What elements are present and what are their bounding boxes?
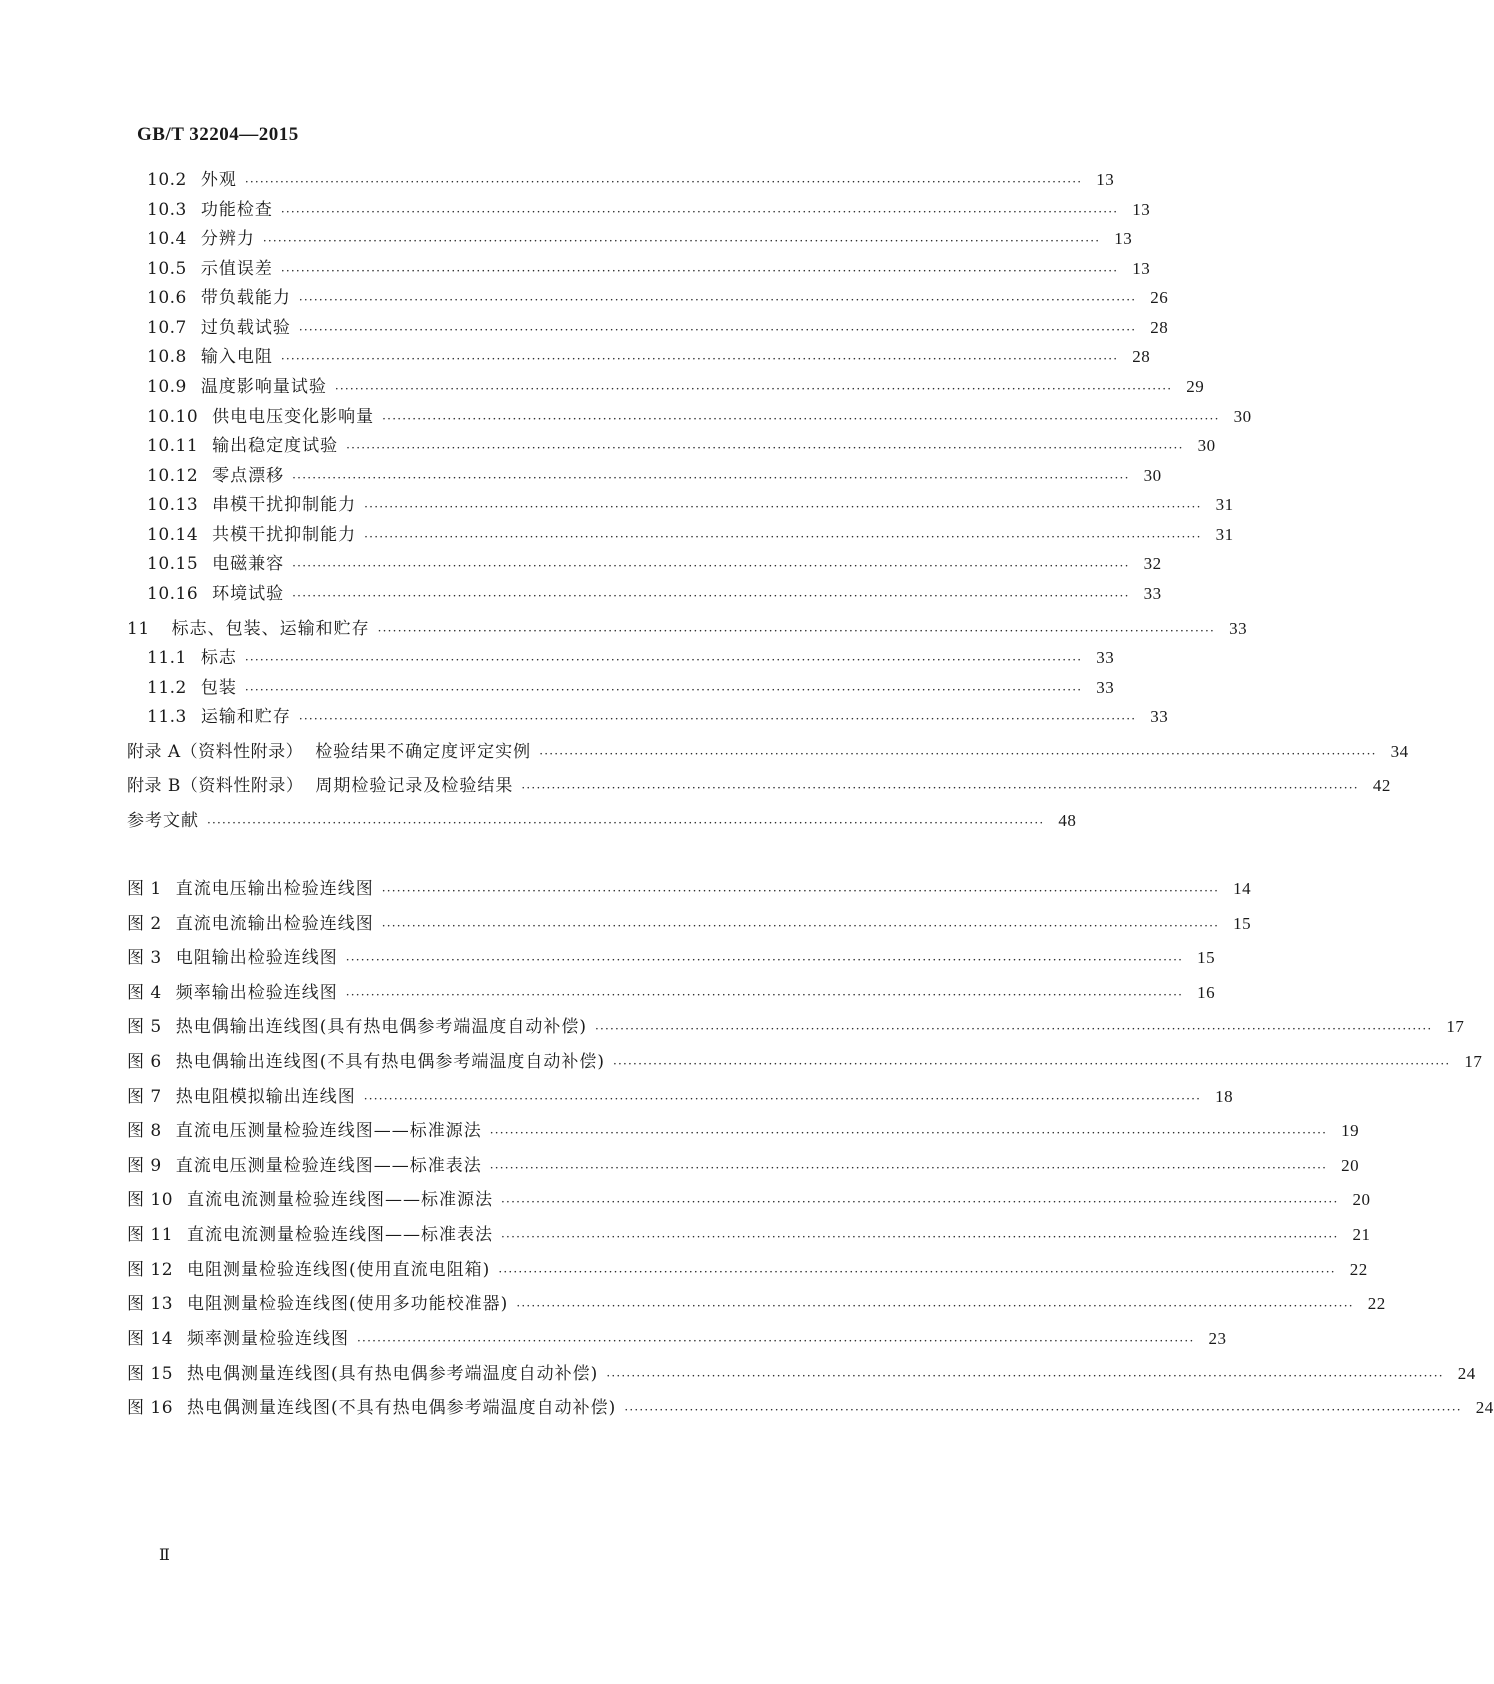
toc-entry-page: 33 bbox=[1150, 707, 1169, 726]
figure-entry-page: 20 bbox=[1341, 1156, 1360, 1175]
toc-leader-dots: ······································································································································································· bbox=[606, 1369, 1444, 1383]
figure-entry[interactable] bbox=[0, 911, 1252, 937]
figure-entry-page: 16 bbox=[1197, 983, 1216, 1002]
toc-entry-number: 10.16 bbox=[147, 584, 199, 604]
toc-entry[interactable] bbox=[0, 704, 1191, 730]
toc-entry-number: 10.4 bbox=[147, 229, 187, 249]
toc-leader-dots: ······································································································································································· bbox=[613, 1057, 1451, 1071]
toc-leader-dots: ······································································································································································· bbox=[364, 530, 1202, 544]
toc-leader-dots: ······································································································································································· bbox=[280, 352, 1119, 366]
toc-leader-dots: ······································································································································································· bbox=[489, 1126, 1328, 1140]
figure-entry-title: 频率输出检验连线图 bbox=[175, 983, 338, 1003]
figure-entry[interactable] bbox=[0, 980, 1216, 1006]
toc-entry-title: 环境试验 bbox=[212, 584, 285, 604]
toc-leader-dots: ······································································································································································· bbox=[292, 471, 1130, 485]
toc-entry-title: 标志 bbox=[200, 648, 237, 668]
toc-leader-dots: ······································································································································································· bbox=[364, 500, 1202, 514]
toc-entry-number: 10.9 bbox=[147, 377, 187, 397]
toc-entry[interactable] bbox=[0, 581, 1191, 607]
figure-entry-page: 19 bbox=[1341, 1121, 1360, 1140]
toc-entry-page: 28 bbox=[1132, 347, 1151, 366]
toc-leader-dots: ······································································································································································· bbox=[382, 412, 1220, 426]
figure-entry-number: 图 1 bbox=[127, 879, 162, 899]
figure-entry[interactable] bbox=[0, 876, 1252, 902]
toc-entry-number: 10.8 bbox=[147, 347, 187, 367]
toc-entry-number: 10.6 bbox=[147, 288, 187, 308]
figure-entry-title: 直流电流测量检验连线图——标准表法 bbox=[187, 1225, 494, 1245]
figure-entry-title: 直流电压测量检验连线图——标准表法 bbox=[175, 1156, 482, 1176]
toc-entry-number: 11.1 bbox=[147, 648, 187, 668]
figure-entry-page: 20 bbox=[1352, 1190, 1371, 1209]
toc-entry[interactable] bbox=[0, 433, 1216, 459]
figure-entry-number: 图 3 bbox=[127, 948, 162, 968]
toc-leader-dots: ······································································································································································· bbox=[244, 175, 1083, 189]
figure-entry-number: 图 6 bbox=[127, 1052, 162, 1072]
figure-entry-page: 22 bbox=[1367, 1294, 1386, 1313]
toc-entry-title: 周期检验记录及检验结果 bbox=[315, 776, 514, 796]
figure-entry-page: 21 bbox=[1352, 1225, 1371, 1244]
toc-entry-title: 示值误差 bbox=[200, 259, 273, 279]
toc-leader-dots: ······································································································································································· bbox=[298, 323, 1137, 337]
toc-entry-number: 10.10 bbox=[147, 407, 199, 427]
toc-leader-dots: ······································································································································································· bbox=[377, 624, 1216, 638]
toc-entry-title: 输出稳定度试验 bbox=[212, 436, 339, 456]
toc-entry-page: 13 bbox=[1132, 200, 1151, 219]
toc-leader-dots: ······································································································································································· bbox=[262, 234, 1101, 248]
toc-entry[interactable] bbox=[0, 773, 1391, 799]
toc-entry-page: 13 bbox=[1132, 259, 1151, 278]
toc-entry-title: 包装 bbox=[200, 678, 237, 698]
figure-entry[interactable] bbox=[0, 1361, 1476, 1387]
toc-entry[interactable] bbox=[0, 645, 1191, 671]
toc-entry[interactable] bbox=[0, 167, 1191, 193]
toc-entry[interactable] bbox=[0, 463, 1191, 489]
toc-entry-number: 10.14 bbox=[147, 525, 199, 545]
toc-leader-dots: ······································································································································································· bbox=[298, 712, 1137, 726]
toc-entry-title: 检验结果不确定度评定实例 bbox=[315, 742, 532, 762]
figure-entry-number: 图 8 bbox=[127, 1121, 162, 1141]
toc-entry-title: 温度影响量试验 bbox=[200, 377, 327, 397]
toc-entry-page: 33 bbox=[1143, 584, 1162, 603]
toc-entry-page: 42 bbox=[1372, 776, 1391, 795]
figure-entry-title: 热电偶测量连线图(具有热电偶参考端温度自动补偿) bbox=[187, 1364, 599, 1384]
figure-entry-title: 直流电压输出检验连线图 bbox=[175, 879, 374, 899]
toc-entry-page: 13 bbox=[1096, 170, 1115, 189]
toc-leader-dots: ······································································································································································· bbox=[501, 1195, 1339, 1209]
figure-entry-page: 17 bbox=[1446, 1017, 1465, 1036]
figure-entry-page: 24 bbox=[1475, 1398, 1494, 1417]
toc-entry-title: 外观 bbox=[200, 170, 237, 190]
figure-entry[interactable] bbox=[0, 1257, 1368, 1283]
toc-entry-title: 分辨力 bbox=[200, 229, 255, 249]
document-code: GB/T 32204—2015 bbox=[137, 124, 299, 145]
toc-entry-title: 供电电压变化影响量 bbox=[212, 407, 375, 427]
figure-entry-title: 频率测量检验连线图 bbox=[187, 1329, 350, 1349]
figure-entry[interactable] bbox=[0, 1084, 1234, 1110]
figure-entry-page: 22 bbox=[1349, 1260, 1368, 1279]
figure-entry-number: 图 14 bbox=[127, 1329, 174, 1349]
figure-entry[interactable] bbox=[0, 1118, 1360, 1144]
figure-entry-number: 图 7 bbox=[127, 1087, 162, 1107]
toc-entry-number: 附录 B（资料性附录） bbox=[127, 776, 304, 796]
toc-entry-page: 30 bbox=[1143, 466, 1162, 485]
page-number: Ⅱ bbox=[159, 1547, 170, 1564]
toc-leader-dots: ······································································································································································· bbox=[498, 1265, 1336, 1279]
toc-leader-dots: ······································································································································································· bbox=[334, 382, 1173, 396]
toc-entry[interactable] bbox=[0, 675, 1191, 701]
toc-entry-title: 参考文献 bbox=[127, 811, 199, 831]
figure-entry[interactable] bbox=[0, 945, 1216, 971]
figure-entry-title: 电阻测量检验连线图(使用直流电阻箱) bbox=[187, 1260, 491, 1280]
figure-entry[interactable] bbox=[0, 1222, 1371, 1248]
figure-entry-number: 图 9 bbox=[127, 1156, 162, 1176]
toc-leader-dots: ······································································································································································· bbox=[207, 816, 1045, 830]
toc-leader-dots: ······································································································································································· bbox=[357, 1334, 1195, 1348]
toc-entry[interactable] bbox=[0, 197, 1191, 223]
figure-entry-title: 热电偶输出连线图(具有热电偶参考端温度自动补偿) bbox=[175, 1017, 587, 1037]
figure-entry[interactable] bbox=[0, 1014, 1465, 1040]
toc-entry[interactable] bbox=[0, 226, 1191, 252]
toc-entry-number: 10.12 bbox=[147, 466, 199, 486]
toc-entry-number: 11.2 bbox=[147, 678, 187, 698]
toc-entry-number: 10.11 bbox=[147, 436, 199, 456]
figure-entry[interactable] bbox=[0, 1326, 1227, 1352]
toc-entry-number: 附录 A（资料性附录） bbox=[127, 742, 304, 762]
figure-entry-title: 热电阻模拟输出连线图 bbox=[175, 1087, 356, 1107]
toc-entry-title: 串模干扰抑制能力 bbox=[212, 495, 357, 515]
toc-leader-dots: ······································································································································································· bbox=[244, 683, 1083, 697]
figure-entry-number: 图 15 bbox=[127, 1364, 174, 1384]
figure-entry-page: 14 bbox=[1233, 879, 1252, 898]
figure-entry-title: 直流电流测量检验连线图——标准源法 bbox=[187, 1190, 494, 1210]
toc-leader-dots: ······································································································································································· bbox=[381, 919, 1220, 933]
toc-leader-dots: ······································································································································································· bbox=[363, 1092, 1202, 1106]
figure-entry[interactable] bbox=[0, 1049, 1483, 1075]
toc-entry-number: 11 bbox=[127, 619, 150, 639]
toc-entry[interactable] bbox=[0, 315, 1191, 341]
toc-entry[interactable] bbox=[0, 522, 1234, 548]
toc-entry-number: 11.3 bbox=[147, 707, 187, 727]
toc-entry-title: 功能检查 bbox=[200, 200, 273, 220]
toc-entry-number: 10.15 bbox=[147, 554, 199, 574]
toc-entry-title: 运输和贮存 bbox=[200, 707, 291, 727]
toc-leader-dots: ······································································································································································· bbox=[298, 293, 1137, 307]
figure-entry-title: 热电偶测量连线图(不具有热电偶参考端温度自动补偿) bbox=[187, 1398, 617, 1418]
figure-entry-number: 图 2 bbox=[127, 914, 162, 934]
figure-entry[interactable] bbox=[0, 1187, 1371, 1213]
figure-entry-title: 直流电压测量检验连线图——标准源法 bbox=[175, 1121, 482, 1141]
toc-entry-number: 10.7 bbox=[147, 318, 187, 338]
toc-entry-number: 10.2 bbox=[147, 170, 187, 190]
toc-entry[interactable] bbox=[0, 616, 1248, 642]
figure-entry-page: 15 bbox=[1197, 948, 1216, 967]
figure-entry-page: 23 bbox=[1208, 1329, 1227, 1348]
toc-entry-number: 10.5 bbox=[147, 259, 187, 279]
toc-entry-page: 30 bbox=[1197, 436, 1216, 455]
toc-leader-dots: ······································································································································································· bbox=[345, 953, 1184, 967]
figure-entry-page: 18 bbox=[1215, 1087, 1234, 1106]
figure-entry-number: 图 10 bbox=[127, 1190, 174, 1210]
toc-entry-title: 过负载试验 bbox=[200, 318, 291, 338]
toc-entry-page: 33 bbox=[1229, 619, 1248, 638]
figure-entry[interactable] bbox=[0, 1395, 1494, 1421]
figure-entry-title: 直流电流输出检验连线图 bbox=[175, 914, 374, 934]
toc-leader-dots: ······································································································································································· bbox=[489, 1161, 1328, 1175]
toc-entry[interactable] bbox=[0, 256, 1191, 282]
toc-entry-title: 带负载能力 bbox=[200, 288, 291, 308]
toc-leader-dots: ······································································································································································· bbox=[345, 988, 1184, 1002]
figure-entry-title: 热电偶输出连线图(不具有热电偶参考端温度自动补偿) bbox=[175, 1052, 605, 1072]
toc-entry-number: 10.3 bbox=[147, 200, 187, 220]
toc-entry-title: 输入电阻 bbox=[200, 347, 273, 367]
toc-entry-page: 33 bbox=[1096, 678, 1115, 697]
toc-entry-page: 32 bbox=[1143, 554, 1162, 573]
toc-entry-title: 零点漂移 bbox=[212, 466, 285, 486]
figure-entry-title: 电阻输出检验连线图 bbox=[175, 948, 338, 968]
toc-entry-page: 26 bbox=[1150, 288, 1169, 307]
figure-entry-number: 图 12 bbox=[127, 1260, 174, 1280]
figure-entry-number: 图 5 bbox=[127, 1017, 162, 1037]
toc-entry-title: 标志、包装、运输和贮存 bbox=[171, 619, 370, 639]
toc-leader-dots: ······································································································································································· bbox=[244, 653, 1083, 667]
toc-leader-dots: ······································································································································································· bbox=[280, 264, 1119, 278]
toc-entry-page: 30 bbox=[1233, 407, 1252, 426]
toc-entry[interactable] bbox=[0, 344, 1191, 370]
toc-entry[interactable] bbox=[0, 404, 1252, 430]
figure-entry-page: 15 bbox=[1233, 914, 1252, 933]
toc-entry-page: 48 bbox=[1058, 811, 1077, 830]
figure-entry-number: 图 16 bbox=[127, 1398, 174, 1418]
figure-entry-number: 图 13 bbox=[127, 1294, 174, 1314]
figure-entry-number: 图 4 bbox=[127, 983, 162, 1003]
toc-leader-dots: ······································································································································································· bbox=[595, 1022, 1433, 1036]
toc-entry-page: 28 bbox=[1150, 318, 1169, 337]
toc-leader-dots: ······································································································································································· bbox=[346, 441, 1184, 455]
figure-entry[interactable] bbox=[0, 1153, 1360, 1179]
figure-entry-page: 24 bbox=[1457, 1364, 1476, 1383]
toc-entry-page: 13 bbox=[1114, 229, 1133, 248]
toc-entry[interactable] bbox=[0, 808, 1191, 834]
toc-leader-dots: ······································································································································································· bbox=[381, 884, 1220, 898]
toc-entry[interactable] bbox=[0, 492, 1234, 518]
toc-leader-dots: ······································································································································································· bbox=[292, 559, 1130, 573]
toc-entry[interactable] bbox=[0, 551, 1191, 577]
toc-entry-number: 10.13 bbox=[147, 495, 199, 515]
figure-entry-title: 电阻测量检验连线图(使用多功能校准器) bbox=[187, 1294, 509, 1314]
toc-entry-title: 共模干扰抑制能力 bbox=[212, 525, 357, 545]
figure-entry-number: 图 11 bbox=[127, 1225, 174, 1245]
toc-leader-dots: ······································································································································································· bbox=[292, 589, 1130, 603]
toc-entry-page: 33 bbox=[1096, 648, 1115, 667]
toc-leader-dots: ······································································································································································· bbox=[280, 205, 1119, 219]
toc-entry-title: 电磁兼容 bbox=[212, 554, 285, 574]
toc-entry-page: 31 bbox=[1215, 525, 1234, 544]
toc-entry[interactable] bbox=[0, 285, 1191, 311]
toc-leader-dots: ······································································································································································· bbox=[539, 747, 1377, 761]
toc-entry[interactable] bbox=[0, 374, 1205, 400]
toc-leader-dots: ······································································································································································· bbox=[624, 1403, 1462, 1417]
toc-leader-dots: ······································································································································································· bbox=[521, 781, 1359, 795]
figure-entry-page: 17 bbox=[1464, 1052, 1483, 1071]
toc-entry-page: 31 bbox=[1215, 495, 1234, 514]
toc-entry-page: 34 bbox=[1390, 742, 1409, 761]
toc-leader-dots: ······································································································································································· bbox=[516, 1299, 1354, 1313]
toc-entry-page: 29 bbox=[1186, 377, 1205, 396]
toc-entry[interactable] bbox=[0, 739, 1409, 765]
toc-leader-dots: ······································································································································································· bbox=[501, 1230, 1339, 1244]
figure-entry[interactable] bbox=[0, 1291, 1386, 1317]
